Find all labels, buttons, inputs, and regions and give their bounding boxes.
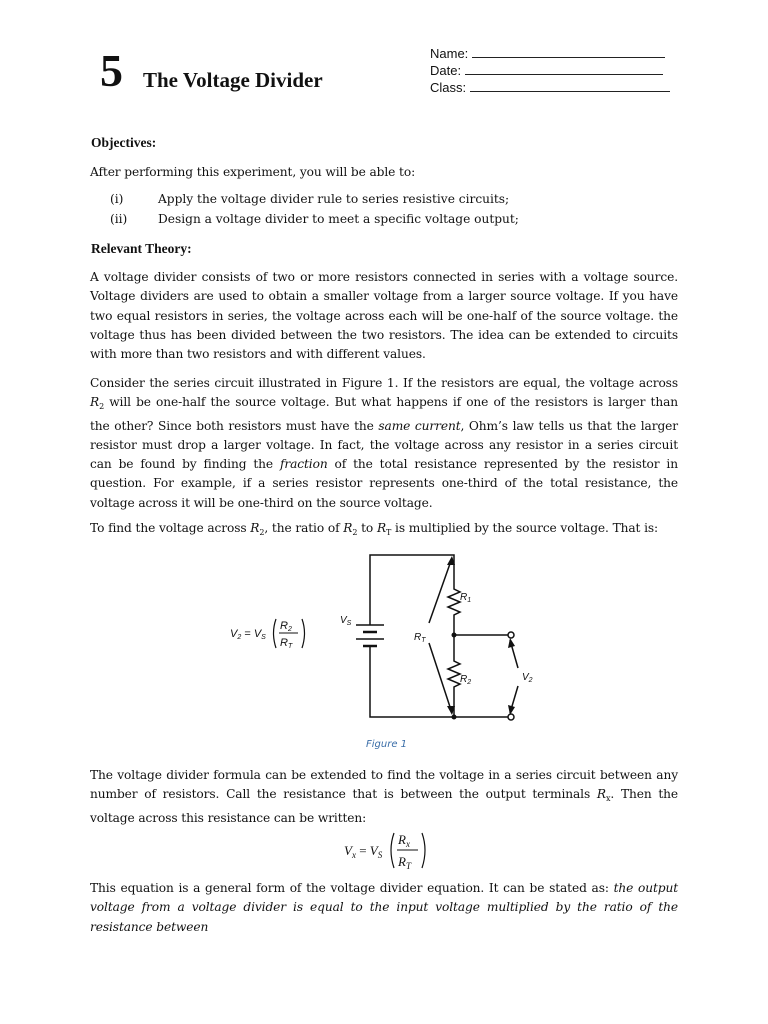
theory-paragraph-4: The voltage divider formula can be extended to find the voltage in a series circuit between any number of resistors. Call the resistance that is between the output terminals $R_x$. Then the voltage across this resistance can be written: xyxy=(90,768,679,825)
theory-heading: Relevant Theory: xyxy=(91,241,192,256)
general-voltage-divider-equation xyxy=(340,828,430,872)
date-line xyxy=(465,63,663,75)
class-line xyxy=(470,80,670,92)
rt-label: $R_T$ xyxy=(414,632,426,644)
svg-text:R2: R2 xyxy=(280,620,292,633)
svg-text:Vx = VS: $V_x = V_S$ xyxy=(344,843,383,860)
objective-label: (i) xyxy=(110,192,124,206)
r1-label: $R_1$ xyxy=(460,592,472,604)
objectives-intro: After performing this experiment, you will be able to: xyxy=(90,165,416,179)
svg-text:V2 = VS: V2 = VS xyxy=(230,628,266,641)
chapter-number: 5 xyxy=(100,45,123,96)
theory-paragraph-2: Consider the series circuit illustrated in Figure 1. If the resistors are equal, the voltage across $R_2$ will be one-half the source voltage. But what happens if one of the resistors is larger than the other? Since both resistors must have the same current, Ohm’s law tells us that the larger resistor must drop a larger voltage. In fact, the voltage across any resistor in a series circuit can be found by finding the fraction of the total resistance represented by the resistor in question. For example, if a series resistor represents one-third of the total resistance, the voltage across it will be one-third on the source voltage. xyxy=(90,376,678,510)
figure-formula xyxy=(230,619,305,650)
voltage-divider-circuit-diagram xyxy=(222,545,542,730)
page-title: The Voltage Divider xyxy=(143,68,323,92)
objective-item xyxy=(110,212,519,226)
name-line xyxy=(472,46,665,58)
r2-label: $R_2$ xyxy=(460,674,472,686)
name-label: Name: xyxy=(430,46,469,61)
svg-text:RT: RT xyxy=(280,637,293,650)
class-label: Class: xyxy=(430,80,467,95)
class-field[interactable] xyxy=(430,80,670,95)
objective-text: Apply the voltage divider rule to series resistive circuits; xyxy=(158,192,510,206)
output-terminal xyxy=(508,714,514,720)
resistor-r1 xyxy=(448,585,460,635)
objectives-heading: Objectives: xyxy=(91,135,157,150)
name-field[interactable] xyxy=(430,46,665,61)
theory-paragraph-1: A voltage divider consists of two or more resistors connected in series with a voltage source. Voltage dividers are used to obtain a smaller voltage from a larger source voltage. If you have two equal resistors in series, the voltage across each will be one-half of the source voltage. the voltage thus has been divided between the two resistors. The idea can be extended to circuits with more than two resistors and with different values. xyxy=(90,270,678,362)
theory-paragraph-5: This equation is a general form of the voltage divider equation. It can be stated as: the output voltage from a voltage divider is equal to the input voltage multiplied by the ratio of the resistance between xyxy=(90,881,678,934)
date-field[interactable] xyxy=(430,63,663,78)
voltage-divider-rule-emphasis: the output voltage from a voltage divider is equal to the input voltage multiplied by the ratio of the resistance between xyxy=(90,881,678,934)
date-label: Date: xyxy=(430,63,462,78)
objective-item xyxy=(110,192,509,206)
output-terminal xyxy=(508,632,514,638)
rt-arrow xyxy=(429,558,452,623)
vs-label: $V_S$ xyxy=(340,615,352,627)
fraction-emphasis: fraction xyxy=(279,457,328,472)
svg-text:RT: $R_T$ xyxy=(398,854,411,871)
same-current-emphasis: same current xyxy=(378,418,461,433)
theory-paragraph-3: To find the voltage across $R_2$, the ratio of $R_2$ to $R_T$ is multiplied by the source voltage. That is: xyxy=(90,521,659,537)
objective-label: (ii) xyxy=(110,212,128,226)
v2-label: $V_2$ xyxy=(522,672,533,684)
figure-caption: Figure 1 xyxy=(366,739,408,750)
objective-text: Design a voltage divider to meet a specific voltage output; xyxy=(158,212,519,226)
svg-text:Rx: $R_x$ xyxy=(398,832,410,849)
